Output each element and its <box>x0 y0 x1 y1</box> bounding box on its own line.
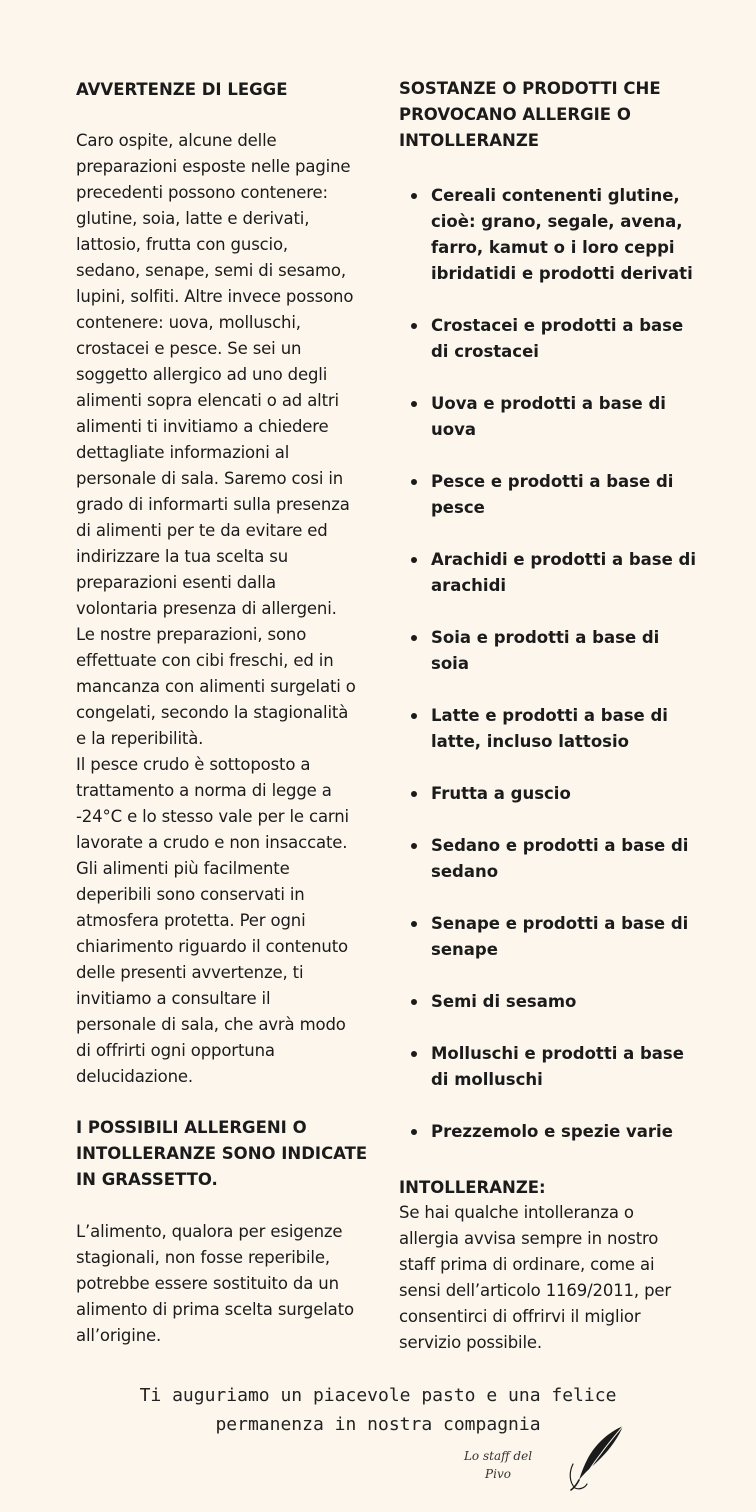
allergen-item <box>399 703 709 755</box>
allergen-item <box>399 469 709 521</box>
allergen-label: Molluschi e prodotti a base di molluschi <box>431 1044 684 1089</box>
bullet-icon <box>411 999 417 1005</box>
intolerances-heading: INTOLLERANZE: <box>399 1178 546 1197</box>
bullet-icon <box>411 843 417 849</box>
allergen-item <box>399 989 709 1015</box>
intolerances-text: Se hai qualche intolleranza o allergia avvisa sempre in nostro staff prima di ordinare, come ai sensi dell’articolo 1169/2011, per consentirci di offrirvi il miglior servizio possibile. <box>399 1203 672 1352</box>
bullet-icon <box>411 1051 417 1057</box>
allergen-item <box>399 1041 709 1093</box>
legal-notice-text: Caro ospite, alcune delle preparazioni esposte nelle pagine precedenti possono contenere: glutine, soia, latte e derivati, lattosio, frutta con guscio, sedano, senape, semi di sesamo, lupini, solfiti. Altre invece possono contenere: uova, molluschi, crostacei e pesce. Se sei un soggetto allergico ad uno degli alimenti sopra elencati o ad altri alimenti ti invitiamo a chiedere dettagliate informazioni al personale di sala. Saremo cosi in grado di informarti sulla presenza di alimenti per te da evitare ed indirizzare la tua scelta su preparazioni esenti dalla volontaria presenza di allergeni. Le nostre preparazioni, sono effettuate con cibi freschi, ed in mancanza con alimenti surgelati o congelati, secondo la stagionalità e la reperibilità. Il pesce crudo è sottoposto a trattamento a norma di legge a -24°C e lo stesso vale per le carni lavorate a crudo e non insaccate. Gli alimenti più facilmente deperibili sono conservati in atmosfera protetta. Per ogni chiarimento riguardo il contenuto delle presenti avvertenze, ti invitiamo a consultare il personale di sala, che avrà modo di offrirti ogni opportuna delucidazione. <box>76 131 356 1086</box>
allergen-item <box>399 313 709 365</box>
bullet-icon <box>411 557 417 563</box>
substitution-notice-text: L’alimento, qualora per esigenze stagionali, non fosse reperibile, potrebbe essere sostituito da un alimento di prima scelta surgelato all’origine. <box>76 1222 354 1345</box>
allergen-label: Semi di sesamo <box>431 992 577 1011</box>
legal-heading: AVVERTENZE DI LEGGE <box>76 80 288 99</box>
bullet-icon <box>411 791 417 797</box>
allergen-label: Frutta a guscio <box>431 784 571 803</box>
allergen-label: Senape e prodotti a base di senape <box>431 914 689 959</box>
allergen-list <box>399 183 709 1171</box>
allergen-label: Crostacei e prodotti a base di crostacei <box>431 316 684 361</box>
bullet-icon <box>411 193 417 199</box>
allergen-label: Arachidi e prodotti a base di arachidi <box>431 550 697 595</box>
allergen-item <box>399 183 709 287</box>
closing-message: Ti auguriamo un piacevole pasto e una felice permanenza in nostra compagnia <box>139 1385 617 1435</box>
allergen-item <box>399 781 709 807</box>
substances-heading: SOSTANZE O PRODOTTI CHE PROVOCANO ALLERGIE O INTOLLERANZE <box>399 79 661 150</box>
allergen-label: Uova e prodotti a base di uova <box>431 394 666 439</box>
allergen-item <box>399 625 709 677</box>
allergen-label: Soia e prodotti a base di soia <box>431 628 660 673</box>
allergen-label: Latte e prodotti a base di latte, incluso lattosio <box>431 706 668 751</box>
allergen-item <box>399 1119 709 1145</box>
allergens-bold-notice: I POSSIBILI ALLERGENI O INTOLLERANZE SONO INDICATE IN GRASSETTO. <box>76 1118 368 1189</box>
bullet-icon <box>411 713 417 719</box>
allergen-item <box>399 547 709 599</box>
quill-pen-icon <box>565 1424 627 1492</box>
staff-signature: Lo staff del Pivo <box>463 1449 533 1481</box>
allergen-item <box>399 391 709 443</box>
bullet-icon <box>411 479 417 485</box>
allergen-item <box>399 833 709 885</box>
allergen-item <box>399 911 709 963</box>
bullet-icon <box>411 1129 417 1135</box>
bullet-icon <box>411 635 417 641</box>
allergen-label: Prezzemolo e spezie varie <box>431 1122 673 1141</box>
bullet-icon <box>411 323 417 329</box>
allergen-label: Sedano e prodotti a base di sedano <box>431 836 689 881</box>
bullet-icon <box>411 401 417 407</box>
allergen-label: Cereali contenenti glutine, cioè: grano, segale, avena, farro, kamut o i loro ceppi ibridatidi e prodotti derivati <box>431 186 693 283</box>
allergen-label: Pesce e prodotti a base di pesce <box>431 472 674 517</box>
bullet-icon <box>411 921 417 927</box>
